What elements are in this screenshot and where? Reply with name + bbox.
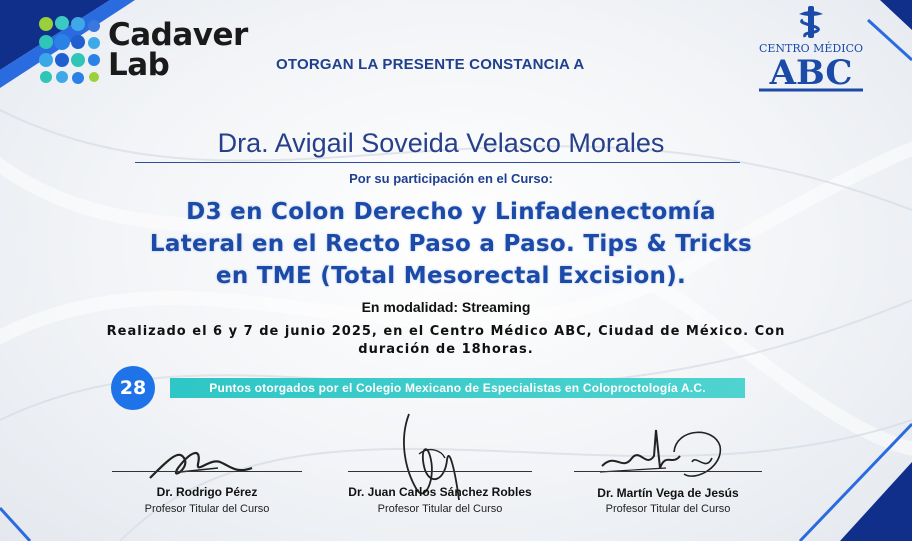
modality-text: En modalidad: Streaming [361,299,531,315]
signature-name-1: Dr. Rodrigo Pérez [156,485,258,499]
signature-line-3 [574,471,762,472]
course-title-line-2: Lateral en el Recto Paso a Paso. Tips & Tricks [149,231,753,257]
signature-name-2: Dr. Juan Carlos Sánchez Robles [348,485,532,499]
realized-line-1: Realizado el 6 y 7 de junio 2025, en el Centro Médico ABC, Ciudad de México. Con [106,324,786,339]
handwritten-signature-3 [596,422,726,486]
header-otorgan: OTORGAN LA PRESENTE CONSTANCIA A [276,56,585,73]
centro-medico-abc-logo [755,4,867,96]
course-title-line-1: D3 en Colon Derecho y Linfadenectomía [186,199,716,225]
recipient-underline [135,162,740,163]
signature-role-2: Profesor Titular del Curso [377,503,503,515]
signature-line-1 [112,471,302,472]
signature-line-2 [348,471,532,472]
cadaver-lab-wordmark [108,17,248,83]
points-count-badge: 28 [111,366,155,410]
signature-role-1: Profesor Titular del Curso [144,503,270,515]
course-title-line-3: en TME (Total Mesorectal Excision). [215,263,687,289]
signature-name-3: Dr. Martín Vega de Jesús [597,486,739,500]
abc-logo-main: ABC [769,53,853,93]
realized-line-2: duración de 18horas. [358,342,534,357]
course-title [90,196,812,292]
signature-role-3: Profesor Titular del Curso [605,503,731,515]
logo-line-2: Lab [108,47,170,83]
recipient-name: Dra. Avigail Soveida Velasco Morales [217,128,665,158]
abc-logo-top: CENTRO MÉDICO [758,42,864,55]
realized-text [95,323,797,359]
participation-label: Por su participación en el Curso: [349,171,553,186]
points-banner: Puntos otorgados por el Colegio Mexicano de Especialistas en Coloproctología A.C. [170,378,745,398]
handwritten-signature-1 [140,438,270,484]
logo-line-1: Cadaver [108,17,248,53]
